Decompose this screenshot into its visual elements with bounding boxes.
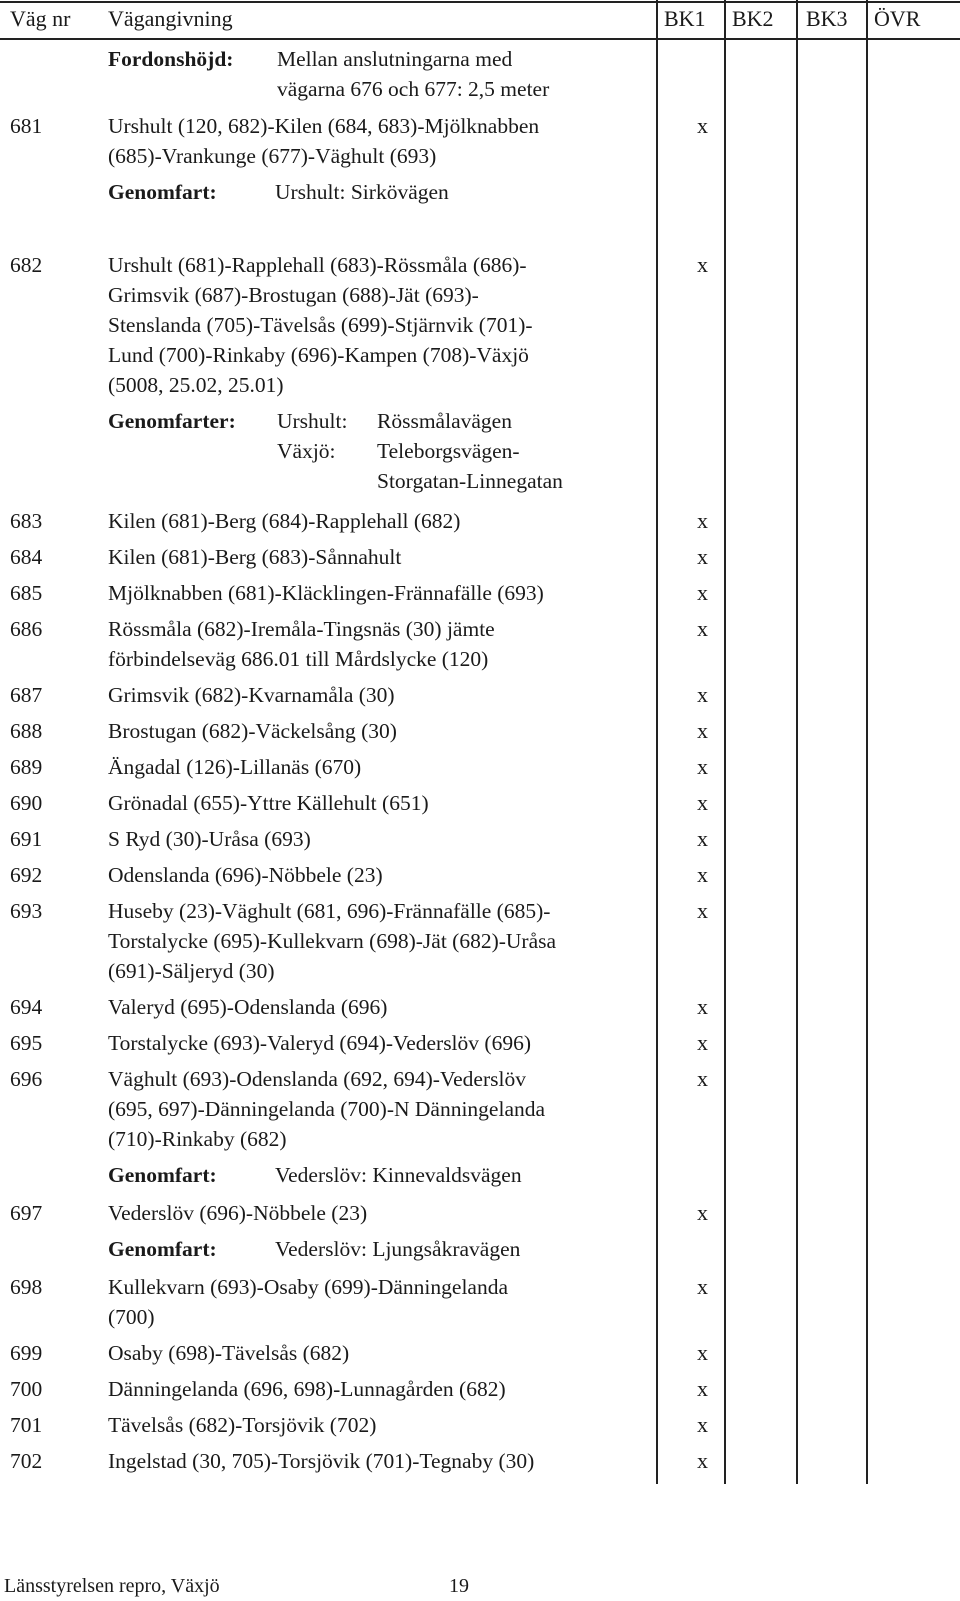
road-description-line: Grimsvik (682)-Kvarnamåla (30) <box>108 683 395 707</box>
through-route-label: Genomfart: <box>108 180 217 204</box>
header-bk2: BK2 <box>732 6 774 31</box>
road-number: 693 <box>10 899 43 923</box>
road-number: 692 <box>10 863 43 887</box>
road-description-line: (685)-Vrankunge (677)-Väghult (693) <box>108 144 437 168</box>
road-number: 696 <box>10 1067 43 1091</box>
road-description-line: förbindelseväg 686.01 till Mårdslycke (120) <box>108 647 489 671</box>
road-number: 689 <box>10 755 43 779</box>
through-route-place: Växjö: <box>277 439 336 463</box>
bk1-mark: x <box>697 544 708 569</box>
road-description-line: Rössmåla (682)-Iremåla-Tingsnäs (30) jämte <box>108 617 495 641</box>
road-number: 682 <box>10 253 43 277</box>
road-number: 691 <box>10 827 43 851</box>
road-number: 697 <box>10 1201 43 1225</box>
bk1-mark: x <box>697 1340 708 1365</box>
road-description-line: Torstalycke (695)-Kullekvarn (698)-Jät (682)-Uråsa <box>108 929 557 953</box>
road-description-line: S Ryd (30)-Uråsa (693) <box>108 827 311 851</box>
header-bk3: BK3 <box>806 6 848 31</box>
header-desc: Vägangivning <box>108 6 233 31</box>
road-description-line: Ängadal (126)-Lillanäs (670) <box>108 755 362 779</box>
bk1-mark: x <box>697 1030 708 1055</box>
road-description-line: Ingelstad (30, 705)-Torsjövik (701)-Tegnaby (30) <box>108 1449 535 1473</box>
header-rule <box>0 38 960 40</box>
bk1-mark: x <box>697 1376 708 1401</box>
column-divider-bk2 <box>724 0 726 1484</box>
header-bk1: BK1 <box>664 6 706 31</box>
road-description-line: (695, 697)-Dänningelanda (700)-N Dänningelanda <box>108 1097 546 1121</box>
footer-publisher: Länsstyrelsen repro, Växjö <box>4 1575 220 1597</box>
road-number: 681 <box>10 114 43 138</box>
page-number: 19 <box>449 1575 469 1597</box>
road-description-line: Väghult (693)-Odenslanda (692, 694)-Vederslöv <box>108 1067 526 1091</box>
header-nr: Väg nr <box>10 6 71 31</box>
road-number: 683 <box>10 509 43 533</box>
road-number: 694 <box>10 995 43 1019</box>
bk1-mark: x <box>697 1412 708 1437</box>
road-number: 686 <box>10 617 43 641</box>
through-route-value: Rössmålavägen <box>377 409 512 433</box>
road-description-line: Vederslöv (696)-Nöbbele (23) <box>108 1201 368 1225</box>
bk1-mark: x <box>697 508 708 533</box>
bk1-mark: x <box>697 1274 708 1299</box>
road-description-line: Tävelsås (682)-Torsjövik (702) <box>108 1413 377 1437</box>
road-description-line: Grimsvik (687)-Brostugan (688)-Jät (693)- <box>108 283 479 307</box>
road-description-line: Urshult (681)-Rapplehall (683)-Rössmåla (686)- <box>108 253 527 277</box>
road-description-line: Kilen (681)-Berg (683)-Sånnahult <box>108 545 402 569</box>
road-description-line: Odenslanda (696)-Nöbbele (23) <box>108 863 383 887</box>
road-description-line: (710)-Rinkaby (682) <box>108 1127 287 1151</box>
road-description-line: Dänningelanda (696, 698)-Lunnagården (682) <box>108 1377 506 1401</box>
road-description-line: Osaby (698)-Tävelsås (682) <box>108 1341 350 1365</box>
bk1-mark: x <box>697 616 708 641</box>
road-number: 698 <box>10 1275 43 1299</box>
bk1-mark: x <box>697 898 708 923</box>
road-number: 700 <box>10 1377 43 1401</box>
road-description-line: (691)-Säljeryd (30) <box>108 959 275 983</box>
road-number: 702 <box>10 1449 43 1473</box>
bk1-mark: x <box>697 580 708 605</box>
intro-line: Mellan anslutningarna med <box>277 47 513 71</box>
intro-label: Fordonshöjd: <box>108 47 234 71</box>
road-description-line: (5008, 25.02, 25.01) <box>108 373 284 397</box>
through-route-value: Teleborgsvägen- <box>377 439 520 463</box>
road-description-line: Stenslanda (705)-Tävelsås (699)-Stjärnvik (701)- <box>108 313 533 337</box>
road-number: 690 <box>10 791 43 815</box>
road-description-line: Torstalycke (693)-Valeryd (694)-Vederslöv (696) <box>108 1031 531 1055</box>
road-number: 685 <box>10 581 43 605</box>
header-ovr: ÖVR <box>874 6 921 31</box>
road-number: 688 <box>10 719 43 743</box>
road-description-line: Kilen (681)-Berg (684)-Rapplehall (682) <box>108 509 461 533</box>
road-description-line: Mjölknabben (681)-Kläcklingen-Frännafälle (693) <box>108 581 544 605</box>
road-description-line: Grönadal (655)-Yttre Källehult (651) <box>108 791 429 815</box>
through-route-value: Urshult: Sirkövägen <box>275 180 449 204</box>
bk1-mark: x <box>697 862 708 887</box>
table-top-rule <box>0 1 960 3</box>
road-description-line: Valeryd (695)-Odenslanda (696) <box>108 995 388 1019</box>
bk1-mark: x <box>697 826 708 851</box>
road-description-line: Lund (700)-Rinkaby (696)-Kampen (708)-Växjö <box>108 343 529 367</box>
road-description-line: Kullekvarn (693)-Osaby (699)-Dänningelanda <box>108 1275 509 1299</box>
bk1-mark: x <box>697 252 708 277</box>
road-number: 695 <box>10 1031 43 1055</box>
through-route-value: Vederslöv: Ljungsåkravägen <box>275 1237 521 1261</box>
bk1-mark: x <box>697 113 708 138</box>
bk1-mark: x <box>697 754 708 779</box>
road-number: 684 <box>10 545 43 569</box>
road-number: 687 <box>10 683 43 707</box>
through-route-label: Genomfarter: <box>108 409 236 433</box>
column-divider-bk3 <box>796 0 798 1484</box>
road-description-line: (700) <box>108 1305 155 1329</box>
column-divider-bk1 <box>656 0 658 1484</box>
through-route-label: Genomfart: <box>108 1163 217 1187</box>
road-number: 701 <box>10 1413 43 1437</box>
through-route-label: Genomfart: <box>108 1237 217 1261</box>
bk1-mark: x <box>697 718 708 743</box>
bk1-mark: x <box>697 1448 708 1473</box>
road-description-line: Brostugan (682)-Väckelsång (30) <box>108 719 397 743</box>
road-description-line: Urshult (120, 682)-Kilen (684, 683)-Mjölknabben <box>108 114 540 138</box>
through-route-value: Storgatan-Linnegatan <box>377 469 563 493</box>
bk1-mark: x <box>697 682 708 707</box>
bk1-mark: x <box>697 994 708 1019</box>
bk1-mark: x <box>697 1066 708 1091</box>
column-divider-ovr <box>866 0 868 1484</box>
bk1-mark: x <box>697 1200 708 1225</box>
road-number: 699 <box>10 1341 43 1365</box>
through-route-place: Urshult: <box>277 409 348 433</box>
through-route-value: Vederslöv: Kinnevaldsvägen <box>275 1163 522 1187</box>
road-description-line: Huseby (23)-Väghult (681, 696)-Frännafälle (685)- <box>108 899 551 923</box>
intro-line: vägarna 676 och 677: 2,5 meter <box>277 77 550 101</box>
bk1-mark: x <box>697 790 708 815</box>
